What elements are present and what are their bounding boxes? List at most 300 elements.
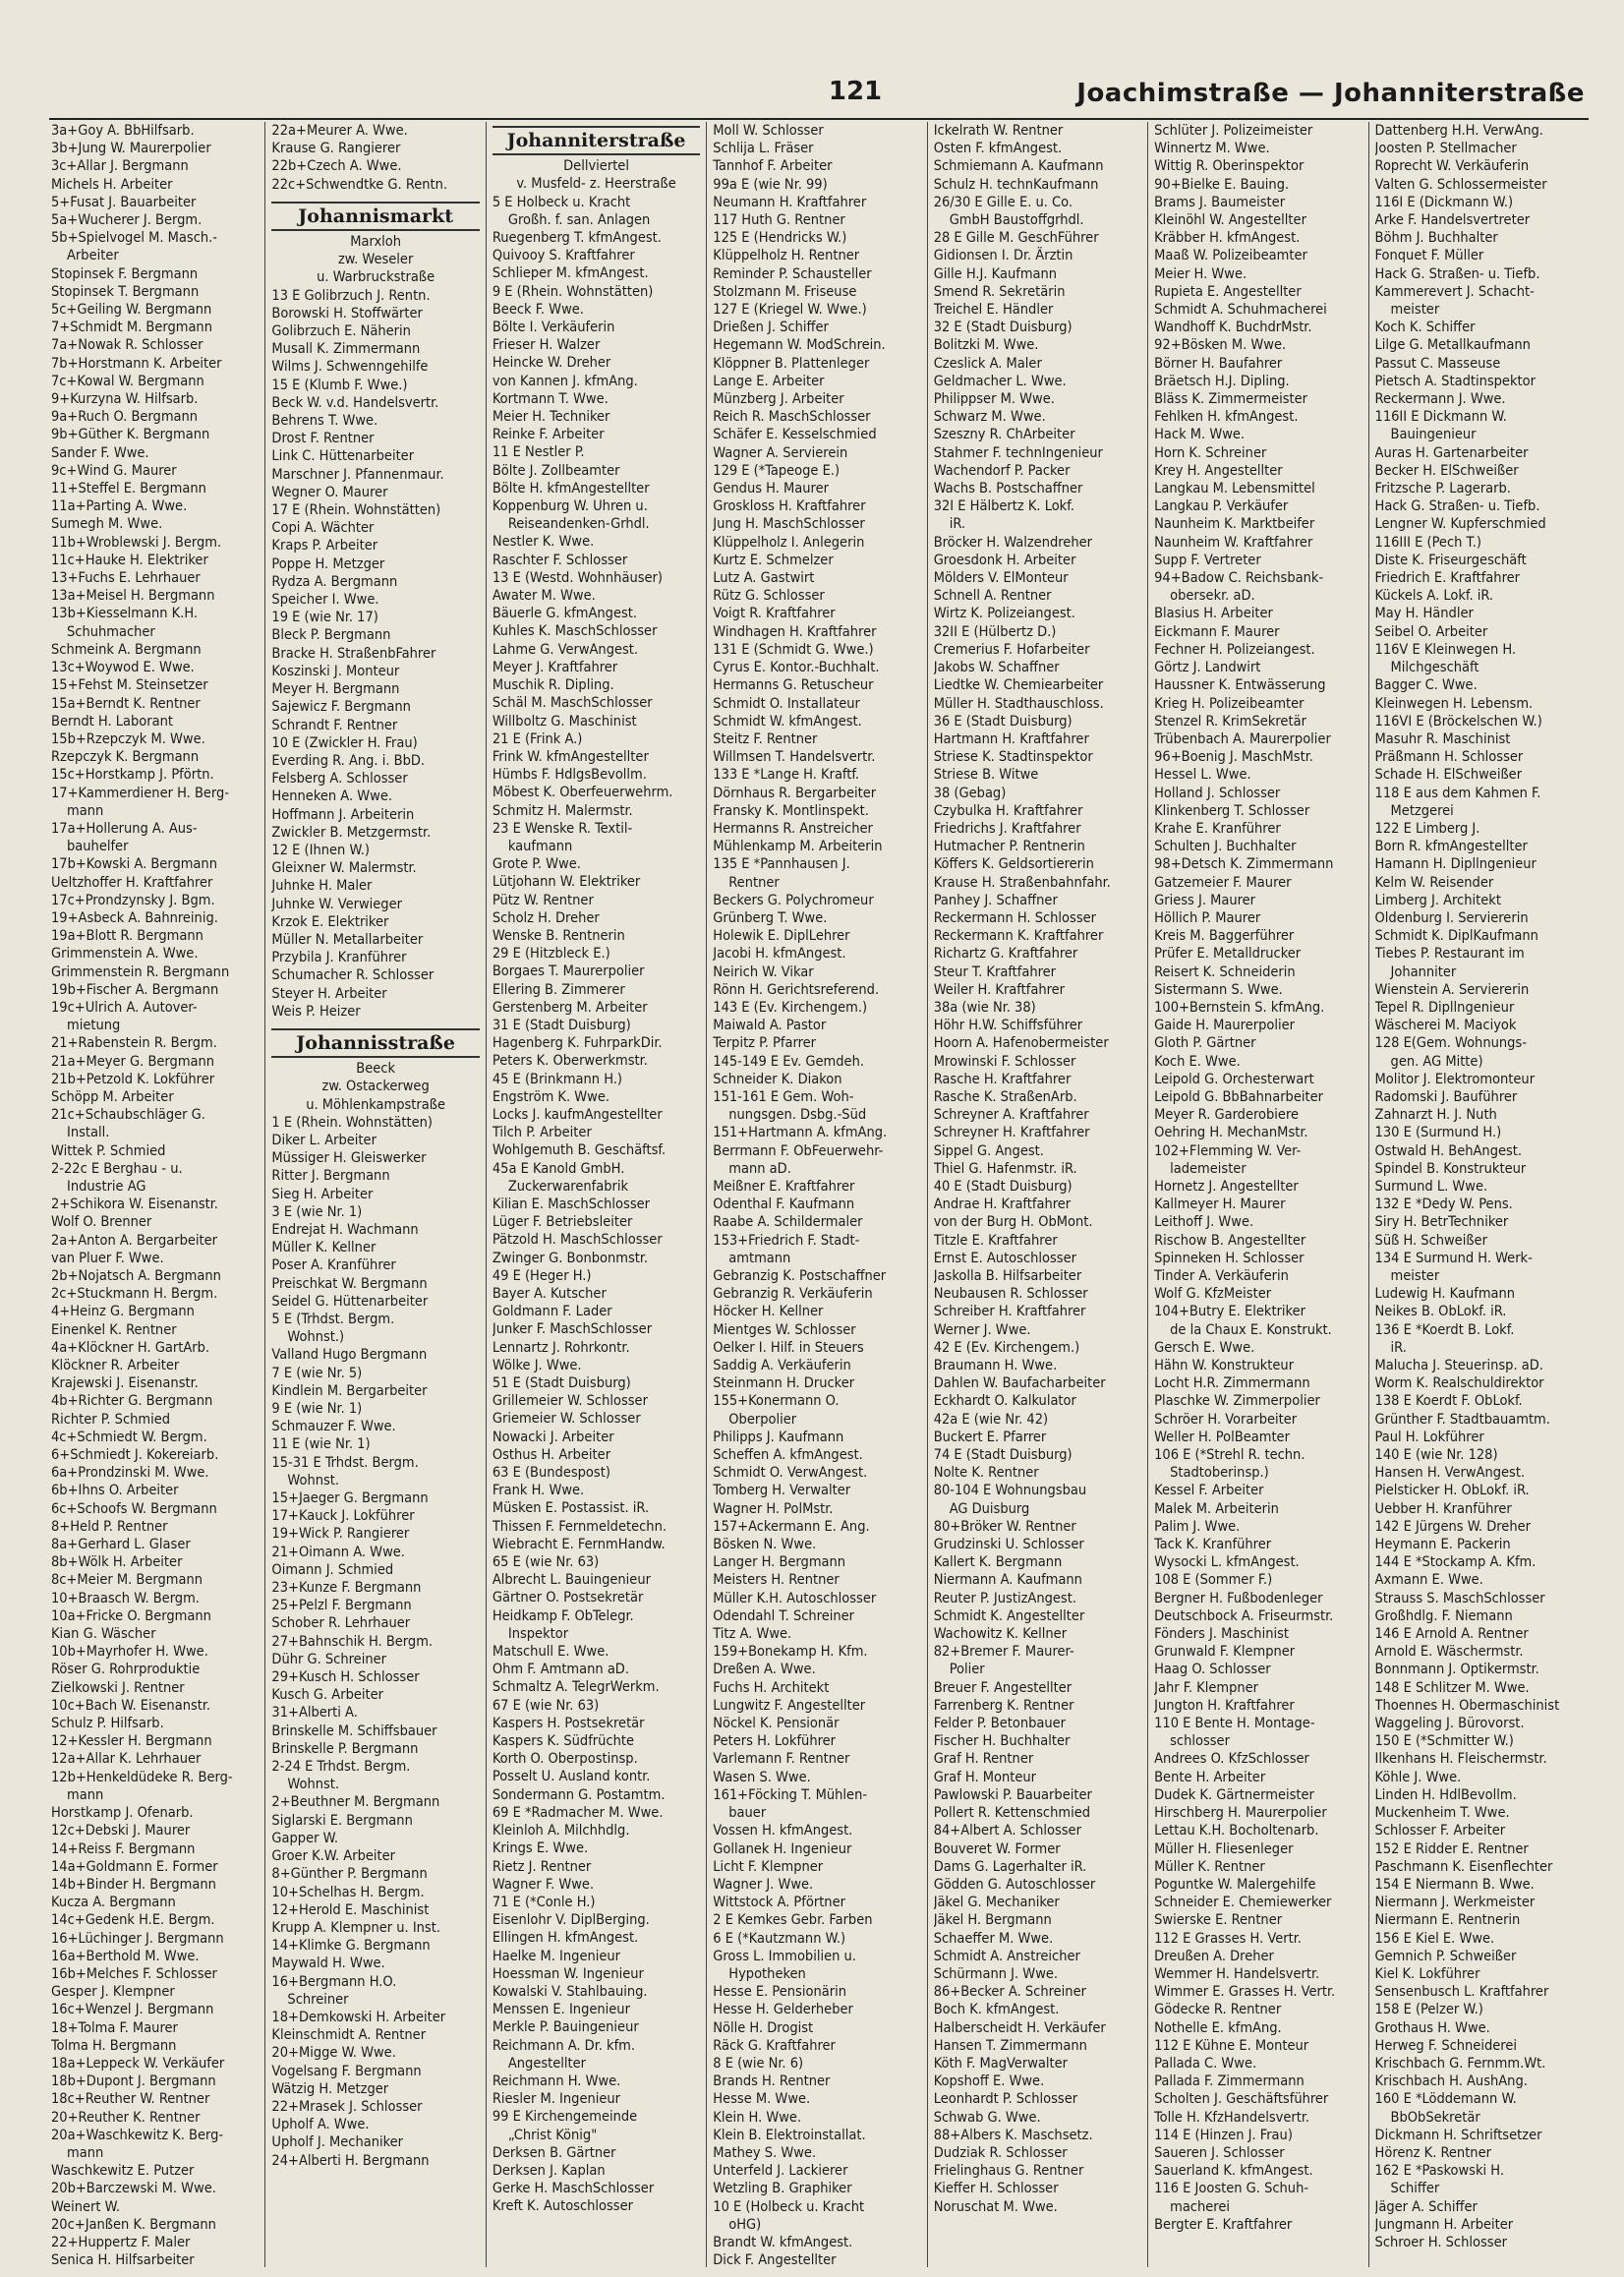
resident-entry: Steinmann H. Drucker bbox=[713, 1375, 855, 1392]
street-location: zw. Ostackerweg bbox=[321, 1079, 430, 1095]
resident-entry: Borgaes T. Maurerpolier bbox=[492, 963, 645, 980]
resident-entry: Krieg H. Polizeibeamter bbox=[1154, 695, 1305, 712]
resident-entry: Tack K. Kranführer bbox=[1154, 1537, 1272, 1553]
resident-entry: Axmann E. Wwe. bbox=[1374, 1572, 1483, 1589]
resident-entry: Reichmann A. Dr. kfm. bbox=[492, 2037, 636, 2054]
resident-entry: 153+Friedrich F. Stadt- bbox=[713, 1232, 860, 1249]
resident-entry: Roprecht W. Verkäuferin bbox=[1374, 158, 1530, 175]
resident-entry: Haag O. Schlosser bbox=[1154, 1662, 1271, 1678]
resident-entry: Schmiemann A. Kaufmann bbox=[933, 158, 1104, 175]
resident-entry: Müller N. Metallarbeiter bbox=[271, 931, 424, 948]
resident-entry: 26/30 E Gille E. u. Co. bbox=[933, 194, 1073, 210]
resident-entry: Hack G. Straßen- u. Tiefb. bbox=[1374, 265, 1540, 282]
resident-entry: Neumann H. Kraftfahrer bbox=[713, 194, 867, 210]
resident-entry: 2-22c E Berghau - u. bbox=[51, 1160, 183, 1177]
street-heading: Johannisstraße bbox=[271, 1028, 479, 1058]
resident-entry: Brandt W. kfmAngest. bbox=[713, 2234, 853, 2250]
resident-entry: Dattenberg H.H. VerwAng. bbox=[1374, 123, 1543, 139]
resident-entry: Hagenberg K. FuhrparkDir. bbox=[492, 1035, 663, 1052]
resident-entry: Koppenburg W. Uhren u. bbox=[492, 498, 648, 515]
resident-entry: Schäfer E. Kesselschmied bbox=[713, 427, 877, 443]
entry-continuation: Metzgerei bbox=[1390, 802, 1454, 819]
resident-entry: Rydza A. Bergmann bbox=[271, 573, 398, 590]
resident-entry: 128 E(Gem. Wohnungs- bbox=[1374, 1035, 1527, 1052]
resident-entry: 16+Lüchinger J. Bergmann bbox=[51, 1930, 224, 1947]
resident-entry: Schlieper M. kfmAngest. bbox=[492, 265, 649, 282]
resident-entry: 4+Heinz G. Bergmann bbox=[51, 1304, 195, 1320]
entry-continuation: mann bbox=[67, 1786, 104, 1803]
resident-entry: 92+Bösken M. Wwe. bbox=[1154, 337, 1287, 354]
resident-entry: Blasius H. Arbeiter bbox=[1154, 606, 1273, 622]
entry-continuation: mietung bbox=[67, 1018, 121, 1034]
resident-entry: 27+Bahnschik H. Bergm. bbox=[271, 1633, 434, 1650]
resident-entry: Gleixner W. Malermstr. bbox=[271, 860, 417, 877]
resident-entry: 11c+Hauke H. Elektriker bbox=[51, 552, 208, 568]
resident-entry: Swierske E. Rentner bbox=[1154, 1912, 1283, 1929]
resident-entry: 25+Pelzl F. Bergmann bbox=[271, 1598, 412, 1614]
resident-entry: 19a+Blott R. Bergmann bbox=[51, 928, 203, 945]
resident-entry: Halberscheidt H. Verkäufer bbox=[933, 2019, 1106, 2036]
resident-entry: Wandhoff K. BuchdrMstr. bbox=[1154, 320, 1312, 336]
resident-entry: Gross L. Immobilien u. bbox=[713, 1948, 856, 1964]
resident-entry: Koch E. Wwe. bbox=[1154, 1053, 1241, 1070]
resident-entry: Waschkewitz E. Putzer bbox=[51, 2163, 195, 2180]
resident-entry: Dams G. Lagerhalter iR. bbox=[933, 1858, 1087, 1875]
resident-entry: 45 E (Brinkmann H.) bbox=[492, 1071, 622, 1087]
resident-entry: Hamann H. Dipllngenieur bbox=[1374, 856, 1537, 873]
resident-entry: 148 E Schlitzer M. Wwe. bbox=[1374, 1679, 1530, 1696]
resident-entry: Wachendorf P. Packer bbox=[933, 462, 1071, 479]
resident-entry: Bente H. Arbeiter bbox=[1154, 1769, 1266, 1785]
resident-entry: 31 E (Stadt Duisburg) bbox=[492, 1017, 631, 1033]
resident-entry: Ilkenhans H. Fleischermstr. bbox=[1374, 1751, 1547, 1768]
resident-entry: Unterfeld J. Lackierer bbox=[713, 2163, 848, 2180]
resident-entry: Wysocki L. kfmAngest. bbox=[1154, 1554, 1300, 1571]
entry-continuation: Reiseandenken-Grhdl. bbox=[507, 516, 650, 533]
resident-entry: Thissen F. Fernmeldetechn. bbox=[492, 1518, 667, 1535]
resident-entry: Pallada F. Zimmermann bbox=[1154, 2073, 1305, 2090]
resident-entry: 21a+Meyer G. Bergmann bbox=[51, 1053, 215, 1070]
resident-entry: 152 E Ridder E. Rentner bbox=[1374, 1840, 1529, 1857]
resident-entry: 114 E (Hinzen J. Frau) bbox=[1154, 2127, 1293, 2143]
resident-entry: Ruegenberg T. kfmAngest. bbox=[492, 230, 662, 247]
resident-entry: 16b+Melches F. Schlosser bbox=[51, 1965, 217, 1982]
resident-entry: Müssiger H. Gleiswerker bbox=[271, 1150, 427, 1167]
resident-entry: Dahlen W. Baufacharbeiter bbox=[933, 1375, 1106, 1392]
resident-entry: Hartmann H. Kraftfahrer bbox=[933, 730, 1089, 747]
resident-entry: Frank H. Wwe. bbox=[492, 1483, 585, 1499]
resident-entry: Langkau M. Lebensmittel bbox=[1154, 481, 1315, 497]
resident-entry: Farrenberg K. Rentner bbox=[933, 1697, 1074, 1714]
resident-entry: Andrees O. KfzSchlosser bbox=[1154, 1751, 1309, 1768]
resident-entry: Reminder P. Schausteller bbox=[713, 265, 872, 282]
resident-entry: Engström K. Wwe. bbox=[492, 1088, 609, 1105]
resident-entry: Kurtz E. Schmelzer bbox=[713, 552, 834, 568]
resident-entry: Becker H. ElSchweißer bbox=[1374, 462, 1519, 479]
resident-entry: 4c+Schmiedt W. Bergm. bbox=[51, 1429, 207, 1445]
resident-entry: Valland Hugo Bergmann bbox=[271, 1347, 428, 1364]
resident-entry: Schmidt O. VerwAngest. bbox=[713, 1465, 868, 1482]
resident-entry: Beeck F. Wwe. bbox=[492, 301, 584, 318]
resident-entry: 2+Beuthner M. Bergmann bbox=[271, 1794, 440, 1811]
resident-entry: Geldmacher L. Wwe. bbox=[933, 373, 1067, 389]
resident-entry: Horn K. Schreiner bbox=[1154, 444, 1267, 461]
resident-entry: 21+Rabenstein R. Bergm. bbox=[51, 1035, 217, 1052]
resident-entry: Gesper J. Klempner bbox=[51, 1984, 175, 2001]
resident-entry: Meier H. Techniker bbox=[492, 409, 610, 426]
resident-entry: Schneider K. Diakon bbox=[713, 1071, 842, 1087]
resident-entry: Zwickler B. Metzgermstr. bbox=[271, 824, 432, 841]
resident-entry: Wagner F. Wwe. bbox=[492, 1876, 595, 1893]
resident-entry: 22a+Meurer A. Wwe. bbox=[271, 123, 408, 139]
resident-entry: Kleinloh A. Milchhdlg. bbox=[492, 1823, 630, 1839]
resident-entry: Wittig R. Oberinspektor bbox=[1154, 158, 1305, 175]
resident-entry: Groskloss H. Kraftfahrer bbox=[713, 498, 866, 515]
resident-entry: 5 E Holbeck u. Kracht bbox=[492, 194, 631, 210]
resident-entry: Schmidt A. Schuhmacherei bbox=[1154, 302, 1327, 319]
resident-entry: Endrejat H. Wachmann bbox=[271, 1221, 419, 1238]
resident-entry: Mathey S. Wwe. bbox=[713, 2144, 817, 2161]
resident-entry: 4b+Richter G. Bergmann bbox=[51, 1393, 213, 1410]
resident-entry: Krause G. Rangierer bbox=[271, 141, 401, 157]
resident-entry: Ickelrath W. Rentner bbox=[933, 123, 1064, 139]
resident-entry: Heymann E. Packerin bbox=[1374, 1537, 1511, 1553]
resident-entry: 14b+Binder H. Bergmann bbox=[51, 1876, 216, 1893]
resident-entry: 116 E Joosten G. Schuh- bbox=[1154, 2181, 1309, 2197]
resident-entry: Dörnhaus R. Bergarbeiter bbox=[713, 785, 877, 801]
resident-entry: Eisenlohr V. DiplBerging. bbox=[492, 1912, 650, 1929]
resident-entry: Dudziak R. Schlosser bbox=[933, 2144, 1068, 2161]
resident-entry: Bröcker H. Walzendreher bbox=[933, 534, 1092, 551]
resident-entry: Saddig A. Verkäuferin bbox=[713, 1358, 851, 1374]
page-number: 121 bbox=[828, 77, 883, 106]
entry-continuation: Angestellter bbox=[507, 2055, 587, 2072]
column-7 bbox=[1368, 122, 1589, 2267]
resident-entry: Bölte I. Verkäuferin bbox=[492, 320, 615, 336]
resident-entry: Wimmer E. Grasses H. Vertr. bbox=[1154, 1984, 1336, 2001]
resident-entry: Maaß W. Polizeibeamter bbox=[1154, 248, 1307, 264]
resident-entry: Kallmeyer H. Maurer bbox=[1154, 1197, 1286, 1213]
resident-entry: Steyer H. Arbeiter bbox=[271, 985, 387, 1002]
resident-entry: Jung H. MaschSchlosser bbox=[713, 516, 865, 533]
resident-entry: Wolf O. Brenner bbox=[51, 1214, 152, 1231]
resident-entry: 18+Tolma F. Maurer bbox=[51, 2019, 178, 2036]
resident-entry: Sumegh M. Wwe. bbox=[51, 516, 163, 533]
resident-entry: 19b+Fischer A. Bergmann bbox=[51, 981, 219, 998]
resident-entry: 102+Flemming W. Ver- bbox=[1154, 1142, 1302, 1159]
resident-entry: Dudek K. Gärtnermeister bbox=[1154, 1786, 1314, 1803]
resident-entry: Pallada C. Wwe. bbox=[1154, 2055, 1257, 2072]
resident-entry: 12b+Henkeldüdeke R. Berg- bbox=[51, 1769, 233, 1785]
resident-entry: 6b+Ihns O. Arbeiter bbox=[51, 1483, 179, 1499]
resident-entry: 67 E (wie Nr. 63) bbox=[492, 1697, 600, 1714]
resident-entry: Klinkenberg T. Schlosser bbox=[1154, 802, 1310, 819]
resident-entry: 24+Alberti H. Bergmann bbox=[271, 2152, 430, 2169]
resident-entry: Berndt H. Laborant bbox=[51, 713, 173, 730]
resident-entry: Grünther F. Stadtbauamtm. bbox=[1374, 1411, 1550, 1428]
resident-entry: Lange E. Arbeiter bbox=[713, 373, 825, 389]
resident-entry: Golibrzuch E. Näherin bbox=[271, 323, 411, 340]
resident-entry: Limberg J. Architekt bbox=[1374, 892, 1501, 908]
resident-entry: Drost F. Rentner bbox=[271, 431, 375, 447]
resident-entry: 19+Wick P. Rangierer bbox=[271, 1526, 410, 1543]
resident-entry: Wetzling B. Graphiker bbox=[713, 2181, 852, 2197]
resident-entry: Hack G. Straßen- u. Tiefb. bbox=[1374, 498, 1540, 515]
resident-entry: Wagner J. Wwe. bbox=[713, 1876, 814, 1893]
resident-entry: Groesdonk H. Arbeiter bbox=[933, 552, 1076, 568]
resident-entry: 15+Jaeger G. Bergmann bbox=[271, 1490, 429, 1507]
column-2 bbox=[264, 122, 485, 2267]
resident-entry: Philippser M. Wwe. bbox=[933, 391, 1055, 408]
resident-entry: 49 E (Heger H.) bbox=[492, 1267, 592, 1284]
resident-entry: 117 Huth G. Rentner bbox=[713, 212, 845, 229]
resident-entry: Brinskelle P. Bergmann bbox=[271, 1740, 419, 1757]
resident-entry: 51 E (Stadt Duisburg) bbox=[492, 1375, 631, 1392]
resident-entry: Drießen J. Schiffer bbox=[713, 320, 829, 336]
resident-entry: 11a+Parting A. Wwe. bbox=[51, 498, 188, 515]
resident-entry: Horstkamp J. Ofenarb. bbox=[51, 1805, 194, 1822]
resident-entry: Einenkel K. Rentner bbox=[51, 1321, 177, 1338]
resident-entry: 10 E (Zwickler H. Frau) bbox=[271, 734, 418, 751]
resident-entry: 108 E (Sommer F.) bbox=[1154, 1572, 1273, 1589]
resident-entry: Koszinski J. Monteur bbox=[271, 663, 400, 679]
resident-entry: Herweg F. Schneiderei bbox=[1374, 2037, 1517, 2054]
resident-entry: Wäscherei M. Maciyok bbox=[1374, 1018, 1517, 1034]
resident-entry: Goldmann F. Lader bbox=[492, 1304, 612, 1320]
resident-entry: Preischkat W. Bergmann bbox=[271, 1275, 428, 1292]
resident-entry: Gapper W. bbox=[271, 1830, 339, 1846]
resident-entry: Schaeffer M. Wwe. bbox=[933, 1930, 1054, 1947]
resident-entry: Krupp A. Klempner u. Inst. bbox=[271, 1919, 440, 1936]
resident-entry: Auras H. Gartenarbeiter bbox=[1374, 444, 1529, 461]
resident-entry: Schlija L. Fräser bbox=[713, 141, 814, 157]
street-location: u. Möhlenkampstraße bbox=[306, 1096, 446, 1113]
resident-entry: 135 E *Pannhausen J. bbox=[713, 856, 850, 873]
resident-entry: Mühlenkamp M. Arbeiterin bbox=[713, 839, 883, 855]
entry-continuation: obersekr. aD. bbox=[1170, 588, 1255, 605]
resident-entry: 65 E (wie Nr. 63) bbox=[492, 1554, 600, 1571]
street-heading: Johannismarkt bbox=[271, 202, 479, 231]
resident-entry: Höcker H. Kellner bbox=[713, 1304, 824, 1320]
resident-entry: 12+Herold E. Maschinist bbox=[271, 1901, 430, 1918]
resident-entry: 144 E *Stockamp A. Kfm. bbox=[1374, 1554, 1537, 1571]
resident-entry: Poser A. Kranführer bbox=[271, 1257, 396, 1274]
resident-entry: Sander F. Wwe. bbox=[51, 444, 149, 461]
resident-entry: 12+Kessler H. Bergmann bbox=[51, 1733, 212, 1750]
resident-entry: Waggeling J. Bürovorst. bbox=[1374, 1716, 1525, 1732]
resident-entry: Leipold G. Orchesterwart bbox=[1154, 1071, 1314, 1087]
entry-continuation: nungsgen. Dsbg.-Süd bbox=[728, 1107, 867, 1124]
resident-entry: 13c+Woywod E. Wwe. bbox=[51, 660, 195, 676]
column-1 bbox=[49, 122, 264, 2267]
resident-entry: Titzle E. Kraftfahrer bbox=[933, 1232, 1058, 1249]
resident-entry: 13 E Golibrzuch J. Rentn. bbox=[271, 287, 431, 304]
resident-entry: Krings E. Wwe. bbox=[492, 1840, 589, 1857]
resident-entry: Naunheim W. Kraftfahrer bbox=[1154, 534, 1313, 551]
resident-entry: 5a+Wucherer J. Bergm. bbox=[51, 212, 203, 229]
resident-entry: Spinneken H. Schlosser bbox=[1154, 1250, 1305, 1266]
resident-entry: Boch K. kfmAngest. bbox=[933, 2002, 1060, 2018]
resident-entry: Thoennes H. Obermaschinist bbox=[1374, 1697, 1560, 1714]
resident-entry: Nowacki J. Arbeiter bbox=[492, 1429, 614, 1445]
resident-entry: Klöppner B. Plattenleger bbox=[713, 355, 870, 372]
resident-entry: Grothaus H. Wwe. bbox=[1374, 2019, 1490, 2036]
street-location: u. Warbruckstraße bbox=[317, 269, 435, 286]
resident-entry: Müller K. Rentner bbox=[1154, 1858, 1265, 1875]
resident-entry: 98+Detsch K. Zimmermann bbox=[1154, 856, 1334, 873]
resident-entry: 8a+Gerhard L. Glaser bbox=[51, 1537, 191, 1553]
resident-entry: 15a+Berndt K. Rentner bbox=[51, 695, 201, 712]
resident-entry: 12c+Debski J. Maurer bbox=[51, 1823, 191, 1839]
resident-entry: Przybila J. Kranführer bbox=[271, 950, 407, 966]
resident-entry: Kleinschmidt A. Rentner bbox=[271, 2027, 427, 2044]
resident-entry: Wenske B. Rentnerin bbox=[492, 927, 625, 944]
resident-entry: Kückels A. Lokf. iR. bbox=[1374, 588, 1494, 605]
resident-entry: 84+Albert A. Schlosser bbox=[933, 1823, 1081, 1839]
resident-entry: Derksen J. Kaplan bbox=[492, 2162, 606, 2179]
resident-entry: Osten F. kfmAngest. bbox=[933, 141, 1063, 157]
resident-entry: Wachs B. Postschaffner bbox=[933, 481, 1083, 497]
resident-entry: Felsberg A. Schlosser bbox=[271, 771, 408, 788]
entry-continuation: „Christ König" bbox=[507, 2127, 598, 2143]
resident-entry: Schober R. Lehrhauer bbox=[271, 1615, 411, 1632]
resident-entry: 17 E (Rhein. Wohnstätten) bbox=[271, 502, 441, 519]
resident-entry: 71 E (*Conle H.) bbox=[492, 1894, 596, 1910]
entry-continuation: Rentner bbox=[728, 874, 780, 891]
resident-entry: Juhnke H. Maler bbox=[271, 878, 373, 895]
resident-entry: Sieg H. Arbeiter bbox=[271, 1186, 374, 1202]
resident-entry: Kowalski V. Stahlbauing. bbox=[492, 1983, 648, 2000]
resident-entry: Köffers K. Geldsortiererin bbox=[933, 856, 1094, 873]
resident-entry: Nölle H. Drogist bbox=[713, 2019, 814, 2036]
resident-entry: Ellingen H. kfmAngest. bbox=[492, 1930, 639, 1947]
resident-entry: 13b+Kiesselmann K.H. bbox=[51, 606, 199, 622]
resident-entry: Plaschke W. Zimmerpolier bbox=[1154, 1393, 1320, 1410]
resident-entry: 94+Badow C. Reichsbank- bbox=[1154, 570, 1324, 587]
resident-entry: 122 E Limberg J. bbox=[1374, 820, 1480, 837]
resident-entry: Scholz H. Dreher bbox=[492, 909, 600, 926]
resident-entry: Ellering B. Zimmerer bbox=[492, 981, 625, 998]
resident-entry: Diker L. Arbeiter bbox=[271, 1132, 377, 1148]
entry-continuation: Wohnst. bbox=[287, 1777, 340, 1793]
resident-entry: Gaide H. Maurerpolier bbox=[1154, 1018, 1295, 1034]
resident-entry: Pütz W. Rentner bbox=[492, 892, 594, 908]
resident-entry: Gärtner O. Postsekretär bbox=[492, 1590, 644, 1606]
resident-entry: Stolzmann M. Friseuse bbox=[713, 283, 857, 300]
resident-entry: Cyrus E. Kontor.-Buchhalt. bbox=[713, 660, 880, 676]
resident-entry: Reinke F. Arbeiter bbox=[492, 427, 605, 443]
entry-continuation: GmbH Baustoffgrhdl. bbox=[949, 212, 1084, 229]
resident-entry: Holland J. Schlosser bbox=[1154, 785, 1281, 801]
resident-entry: 161+Föcking T. Mühlen- bbox=[713, 1786, 868, 1803]
resident-entry: Großhdlg. F. Niemann bbox=[1374, 1607, 1513, 1624]
resident-entry: Muschik R. Dipling. bbox=[492, 677, 614, 694]
resident-entry: Jäger A. Schiffer bbox=[1374, 2198, 1478, 2215]
resident-entry: Nothelle E. kfmAng. bbox=[1154, 2019, 1282, 2036]
resident-entry: Meißner E. Kraftfahrer bbox=[713, 1178, 855, 1195]
resident-entry: Ueltzhoffer H. Kraftfahrer bbox=[51, 874, 213, 891]
resident-entry: 3c+Allar J. Bergmann bbox=[51, 158, 189, 175]
resident-entry: 17+Kauck J. Lokführer bbox=[271, 1508, 415, 1525]
resident-entry: 38 (Gebag) bbox=[933, 785, 1007, 801]
resident-entry: 82+Bremer F. Maurer- bbox=[933, 1644, 1074, 1661]
resident-entry: Ohm F. Amtmann aD. bbox=[492, 1662, 629, 1678]
resident-entry: 15-31 E Trhdst. Bergm. bbox=[271, 1454, 419, 1471]
resident-entry: 8 E (wie Nr. 6) bbox=[713, 2055, 804, 2072]
resident-entry: Arnold E. Wäschermstr. bbox=[1374, 1644, 1524, 1661]
resident-entry: 20+Migge W. Wwe. bbox=[271, 2045, 396, 2062]
entry-continuation: Oberpolier bbox=[728, 1411, 797, 1428]
resident-entry: 21 E (Frink A.) bbox=[492, 730, 583, 747]
resident-entry: 156 E Kiel E. Wwe. bbox=[1374, 1930, 1495, 1947]
resident-entry: Bouveret W. Former bbox=[933, 1840, 1061, 1857]
resident-entry: Riesler M. Ingenieur bbox=[492, 2091, 621, 2108]
resident-entry: Gerke H. MaschSchlosser bbox=[492, 2181, 655, 2197]
resident-entry: 11 E (wie Nr. 1) bbox=[271, 1436, 371, 1453]
resident-entry: Lettau K.H. Bocholtenarb. bbox=[1154, 1823, 1319, 1839]
resident-entry: Trübenbach A. Maurerpolier bbox=[1154, 730, 1331, 747]
entry-continuation: AG Duisburg bbox=[949, 1500, 1030, 1517]
entry-continuation: Großh. f. san. Anlagen bbox=[507, 211, 651, 228]
resident-entry: Niermann J. Werkmeister bbox=[1374, 1895, 1536, 1911]
resident-entry: Friedrichs J. Kraftfahrer bbox=[933, 820, 1081, 837]
entry-continuation: Polier bbox=[949, 1662, 985, 1678]
resident-entry: Lungwitz F. Angestellter bbox=[713, 1697, 866, 1714]
resident-entry: Wasen S. Wwe. bbox=[713, 1769, 811, 1785]
resident-entry: Peters K. Oberwerkmstr. bbox=[492, 1053, 648, 1070]
entry-continuation: Install. bbox=[67, 1125, 110, 1141]
resident-entry: Dühr G. Schreiner bbox=[271, 1651, 386, 1667]
resident-entry: Nolte K. Rentner bbox=[933, 1465, 1039, 1482]
resident-entry: Oelker I. Hilf. in Steuers bbox=[713, 1339, 864, 1356]
resident-entry: Wagner A. Servierein bbox=[713, 444, 848, 461]
resident-entry: 19 E (wie Nr. 17) bbox=[271, 610, 378, 626]
resident-entry: 28 E Gille M. GeschFührer bbox=[933, 230, 1099, 247]
resident-entry: Sippel G. Angest. bbox=[933, 1142, 1044, 1159]
resident-entry: Malek M. Arbeiterin bbox=[1154, 1500, 1279, 1517]
resident-entry: Fechner H. Polizeiangest. bbox=[1154, 641, 1315, 658]
resident-entry: Felder P. Betonbauer bbox=[933, 1716, 1067, 1732]
resident-entry: Kaspers K. Südfrüchte bbox=[492, 1733, 635, 1750]
resident-entry: Höhr H.W. Schiffsführer bbox=[933, 1018, 1083, 1034]
street-location: v. Musfeld- z. Heerstraße bbox=[516, 176, 676, 193]
resident-entry: Tolma H. Bergmann bbox=[51, 2037, 177, 2054]
resident-entry: Malucha J. Steuerinsp. aD. bbox=[1374, 1358, 1543, 1374]
resident-entry: Seibel O. Arbeiter bbox=[1374, 623, 1488, 640]
resident-entry: 13a+Meisel H. Bergmann bbox=[51, 588, 215, 605]
resident-entry: 10b+Mayrhofer H. Wwe. bbox=[51, 1644, 208, 1661]
resident-entry: Bolitzki M. Wwe. bbox=[933, 337, 1039, 354]
resident-entry: Saueren J. Schlosser bbox=[1154, 2144, 1285, 2161]
resident-entry: Gloth P. Gärtner bbox=[1154, 1035, 1256, 1052]
resident-entry: Siglarski E. Bergmann bbox=[271, 1812, 413, 1829]
resident-entry: 12 E (Ihnen W.) bbox=[271, 842, 370, 858]
resident-entry: Locks J. kaufmAngestellter bbox=[492, 1106, 663, 1123]
resident-entry: Linden H. HdlBevollm. bbox=[1374, 1786, 1517, 1803]
entry-continuation: oHG) bbox=[728, 2216, 762, 2233]
resident-entry: 5+Fusat J. Bauarbeiter bbox=[51, 194, 197, 210]
resident-entry: 23+Kunze F. Bergmann bbox=[271, 1580, 422, 1597]
resident-entry: 9 E (Rhein. Wohnstätten) bbox=[492, 283, 654, 300]
resident-entry: Kindlein M. Bergarbeiter bbox=[271, 1382, 428, 1399]
resident-entry: 6 E (*Kautzmann W.) bbox=[713, 1930, 846, 1947]
resident-entry: 10 E (Holbeck u. Kracht bbox=[713, 2198, 865, 2215]
resident-entry: Supp F. Vertreter bbox=[1154, 552, 1261, 568]
resident-entry: 31+Alberti A. bbox=[271, 1705, 358, 1722]
resident-entry: 1 E (Rhein. Wohnstätten) bbox=[271, 1114, 433, 1131]
resident-entry: Bergter E. Kraftfahrer bbox=[1154, 2216, 1293, 2233]
resident-entry: Paul H. Lokführer bbox=[1374, 1429, 1484, 1445]
